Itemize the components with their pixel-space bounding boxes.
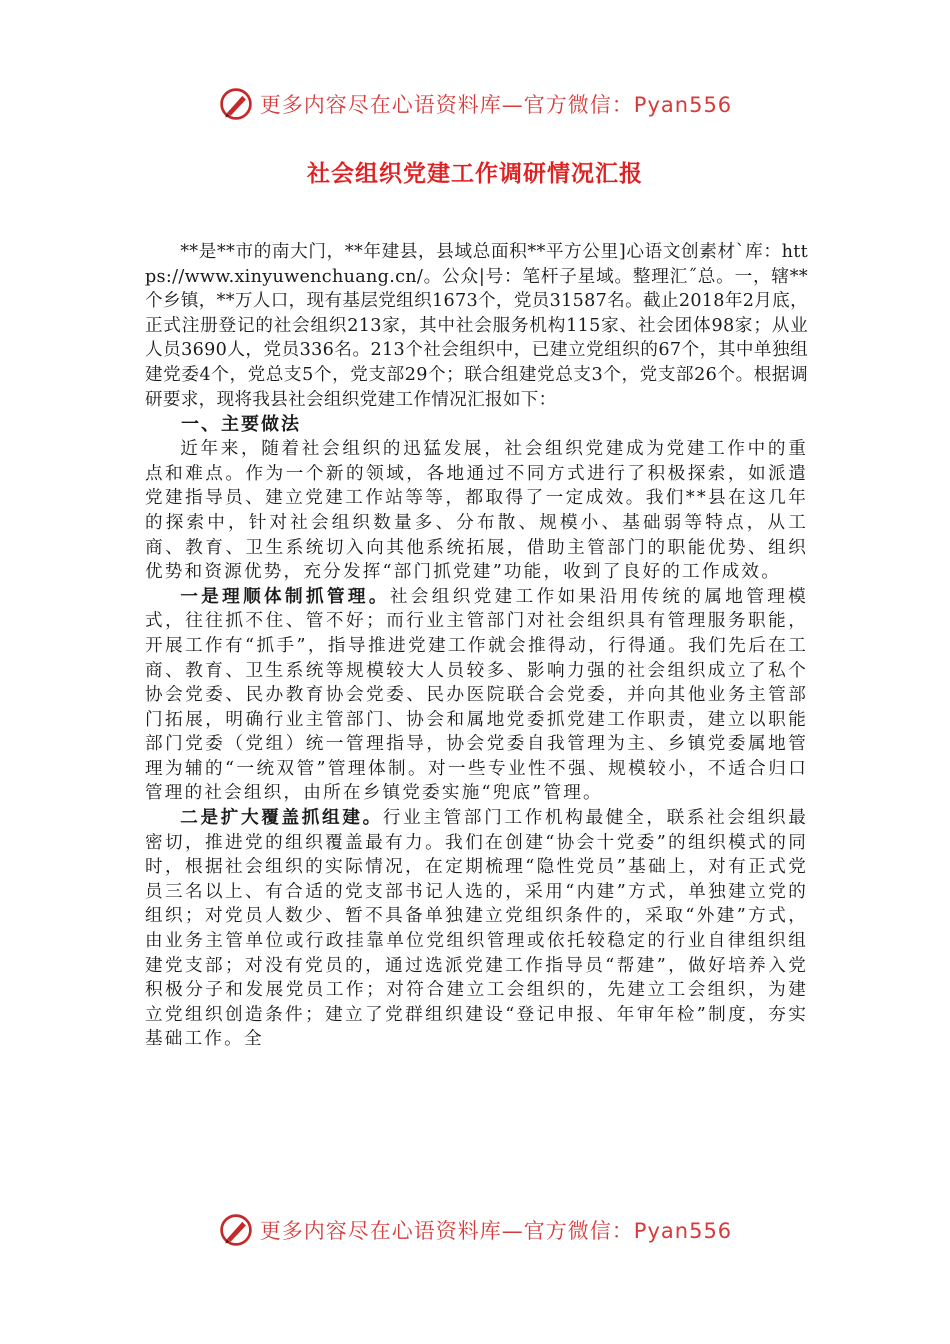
document-title: 社会组织党建工作调研情况汇报 [307, 161, 643, 187]
point-body-2: 行业主管部门工作机构最健全，联系社会组织最密切，推进党的组织覆盖最有力。我们在创建“协会十党委”的组织模式的同时，根据社会组织的实际情况，在定期梳理“隐性党员”基础上，对有正式党员三名以上、有合适的党支部书记人选的，采用“内建”方式，单独建立党的组织；对党员人数少、暂不具备单独建立党组织条件的，采取“外建”方式，由业务主管单位或行政挂靠单位党组织管理或依托较稳定的行业自律组织组建党支部；对没有党员的，通过选派党建工作指导员“帮建”，做好培养入党积极分子和发展党员工作；对符合建立工会组织的，先建立工会组织，为建立党组织创造条件；建立了党群组织建设“登记申报、年审年检”制度，夯实基础工作。全 [145, 808, 808, 1050]
footer-watermark-banner [0, 1210, 950, 1250]
point-lead-2: 二是扩大覆盖抓组建。 [180, 808, 383, 829]
point-paragraph-1 [145, 585, 808, 806]
watermark-text: 更多内容尽在心语资料库—官方微信：Pyan556 [259, 1219, 733, 1243]
pen-logo-icon [218, 86, 254, 122]
intro-paragraph: **是**市的南大门，**年建县，县域总面积**平方公里]心语文创素材`库：https://www.xinyuwenchuang.cn/。公众|号：笔杆子星域。整理汇˝总。一，辖**个乡镇，**万人口，现有基层党组织1673个，党员31587名。截止2018年2月底，正式注册登记的社会组织213家，其中社会服务机构115家、社会团体98家；从业人员3690人，党员336名。213个社会组织中，已建立党组织的67个，其中单独组建党委4个，党总支5个，党支部29个；联合组建党总支3个，党支部26个。根据调研要求，现将我县社会组织党建工作情况汇报如下： [145, 242, 808, 410]
section-paragraph: 近年来，随着社会组织的迅猛发展，社会组织党建成为党建工作中的重点和难点。作为一个新的领域，各地通过不同方式进行了积极探索，如派遣党建指导员、建立党建工作站等等，都取得了一定成效。我们**县在这几年的探索中，针对社会组织数量多、分布散、规模小、基础弱等特点，从工商、教育、卫生系统切入向其他系统拓展，借助主管部门的职能优势、组织优势和资源优势，充分发挥“部门抓党建”功能，收到了良好的工作成效。 [145, 439, 808, 583]
document-body [145, 240, 808, 1052]
point-lead-1: 一是理顺体制抓管理。 [180, 586, 390, 607]
watermark-text: 更多内容尽在心语资料库—官方微信：Pyan556 [259, 93, 733, 117]
header-watermark-banner [0, 84, 950, 124]
point-body-1: 社会组织党建工作如果沿用传统的属地管理模式，往往抓不住、管不好；而行业主管部门对社会组织具有管理服务职能，开展工作有“抓手”，指导推进党建工作就会推得动，行得通。我们先后在工商、教育、卫生系统等规模较大人员较多、影响力强的社会组织成立了私个协会党委、民办教育协会党委、民办医院联合会党委，并向其他业务主管部门拓展，明确行业主管部门、协会和属地党委抓党建工作职责，建立以职能部门党委（党组）统一管理指导，协会党委自我管理为主、乡镇党委属地管理为辅的“一统双管”管理体制。对一些专业性不强、规模较小，不适合归口管理的社会组织，由所在乡镇党委实施“兜底”管理。 [145, 586, 808, 804]
pen-logo-icon [218, 1212, 254, 1248]
point-paragraph-2 [145, 806, 808, 1052]
section-heading: 一、主要做法 [181, 414, 301, 436]
